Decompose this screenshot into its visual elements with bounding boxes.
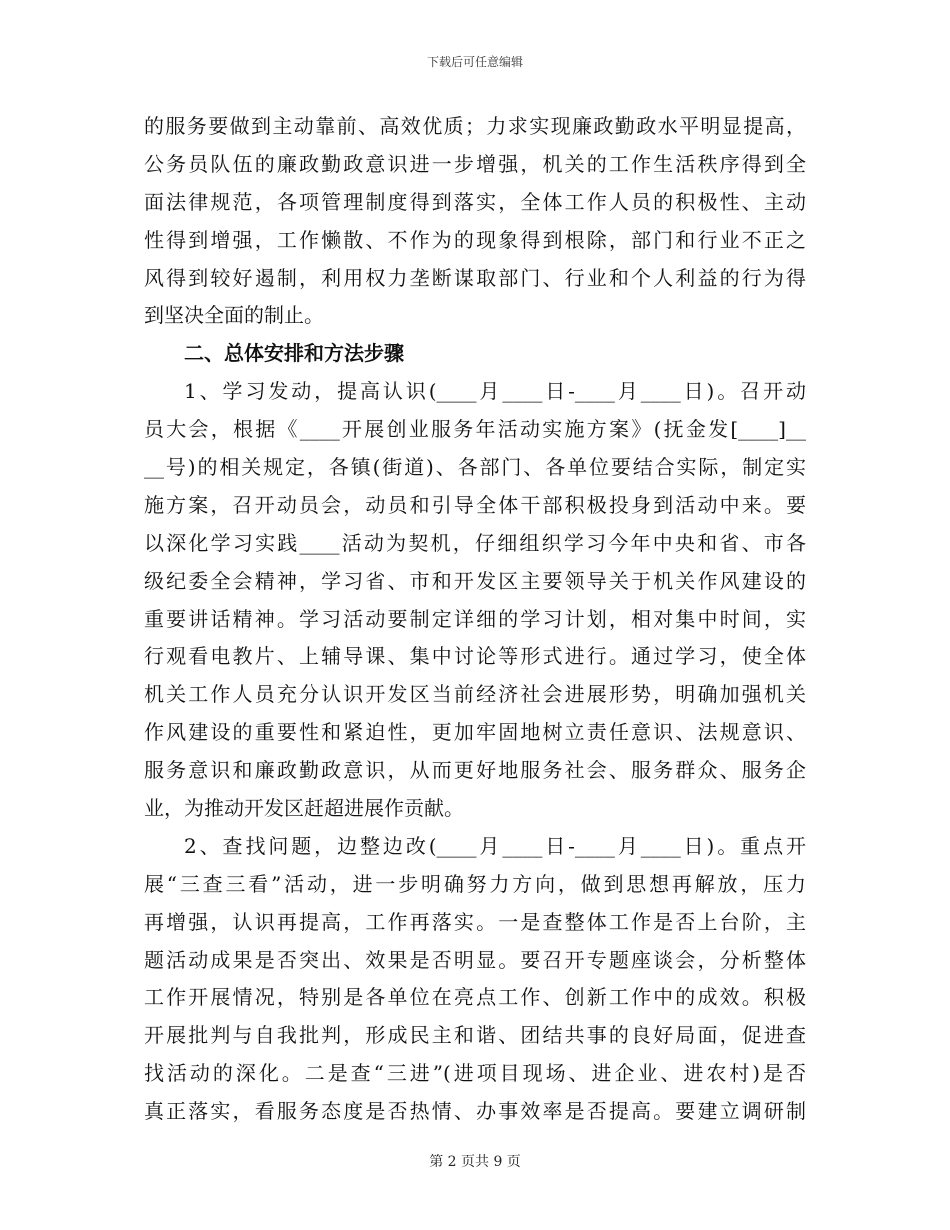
text-line: 施方案，召开动员会，动员和引导全体干部积极投身到活动中来。要: [144, 492, 806, 517]
text-line: 再增强，认识再提高，工作再落实。一是查整体工作是否上台阶，主: [144, 909, 806, 934]
page-number: 第 2 页共 9 页: [429, 1154, 521, 1170]
text-line: 风得到较好遏制，利用权力垄断谋取部门、行业和个人利益的行为得: [144, 265, 806, 290]
page-header: 下载后可任意编辑: [426, 55, 523, 69]
text-line: 性得到增强，工作懒散、不作为的现象得到根除，部门和行业不正之: [144, 227, 806, 252]
text-line: 以深化学习实践____活动为契机，仔细组织学习今年中央和省、市各: [144, 530, 806, 555]
text-line: 的服务要做到主动靠前、高效优质；力求实现廉政勤政水平明显提高，: [144, 114, 806, 138]
text-line: 服务意识和廉政勤政意识，从而更好地服务社会、服务群众、服务企: [144, 758, 806, 783]
text-line: 2、查找问题，边整边改(____月____日-____月____日)。重点开: [184, 833, 806, 858]
text-line: 行观看电教片、上辅导课、集中讨论等形式进行。通过学习，使全体: [144, 644, 806, 669]
text-line: 开展批判与自我批判，形成民主和谐、团结共事的良好局面，促进查: [144, 1023, 806, 1048]
text-line: 级纪委全会精神，学习省、市和开发区主要领导关于机关作风建设的: [144, 568, 806, 593]
text-line: 找活动的深化。二是查“三进”(进项目现场、进企业、进农村)是否: [144, 1061, 806, 1086]
text-line: 重要讲话精神。学习活动要制定详细的学习计划，相对集中时间，实: [144, 606, 806, 631]
text-line: 工作开展情况，特别是各单位在亮点工作、创新工作中的成效。积极: [144, 985, 806, 1010]
text-line: 1、学习发动，提高认识(____月____日-____月____日)。召开动: [184, 379, 806, 404]
text-line: 题活动成果是否突出、效果是否明显。要召开专题座谈会，分析整体: [144, 947, 806, 972]
text-line: 真正落实，看服务态度是否热情、办事效率是否提高。要建立调研制: [144, 1099, 806, 1124]
text-line: __号)的相关规定，各镇(街道)、各部门、各单位要结合实际，制定实: [144, 455, 806, 480]
text-line: 员大会，根据《____开展创业服务年活动实施方案》(抚金发[____]__: [144, 417, 806, 442]
text-line: 公务员队伍的廉政勤政意识进一步增强，机关的工作生活秩序得到全: [144, 151, 806, 176]
text-line: 面法律规范，各项管理制度得到落实，全体工作人员的积极性、主动: [144, 189, 806, 214]
text-line: 作风建设的重要性和紧迫性，更加牢固地树立责任意识、法规意识、: [144, 720, 806, 745]
text-line: 到坚决全面的制止。: [144, 303, 324, 328]
text-line: 业，为推动开发区赶超进展作贡献。: [144, 796, 464, 821]
section-heading: 二、总体安排和方法步骤: [184, 341, 404, 366]
text-line: 展“三查三看”活动，进一步明确努力方向，做到思想再解放，压力: [144, 871, 806, 896]
document-body: [144, 108, 806, 1131]
text-line: 机关工作人员充分认识开发区当前经济社会进展形势，明确加强机关: [144, 682, 806, 707]
